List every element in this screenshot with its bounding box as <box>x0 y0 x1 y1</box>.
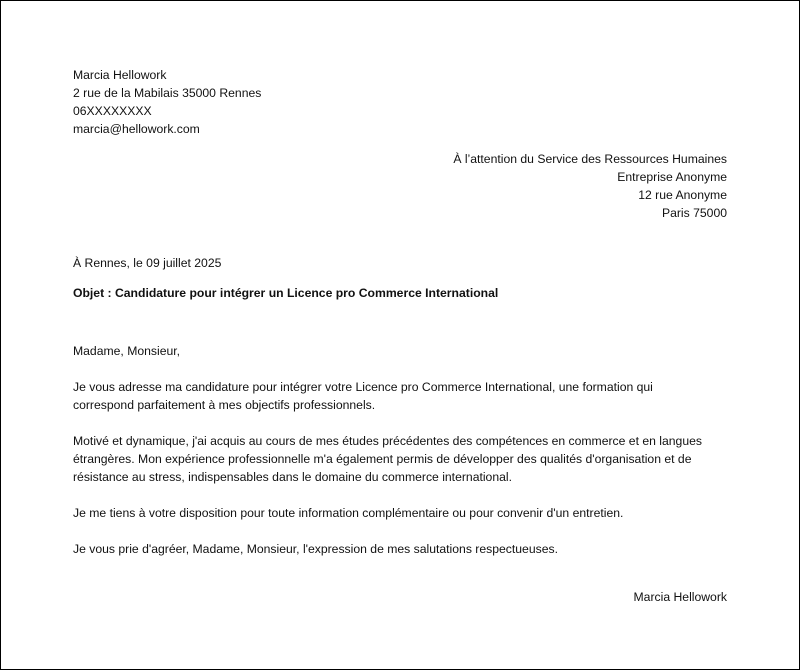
recipient-street: 12 rue Anonyme <box>638 188 727 202</box>
sender-email: marcia@hellowork.com <box>73 122 200 136</box>
recipient-block <box>453 150 727 222</box>
body-paragraph-4: Je vous prie d'agréer, Madame, Monsieur, l'expression de mes salutations respectueuses. <box>73 542 558 556</box>
recipient-company: Entreprise Anonyme <box>617 170 727 184</box>
body-paragraph-3: Je me tiens à votre disposition pour toute information complémentaire ou pour convenir d'un entretien. <box>73 506 624 520</box>
letter-body <box>73 342 713 576</box>
recipient-attention: À l’attention du Service des Ressources Humaines <box>453 152 727 166</box>
sender-block <box>73 66 261 138</box>
sender-phone: 06XXXXXXXX <box>73 104 152 118</box>
body-paragraph-2: Motivé et dynamique, j'ai acquis au cours de mes études précédentes des compétences en commerce et en langues étrangères. Mon expérience professionnelle m'a également permis de développer des qualités d'organisation et de résistance au stress, indispensables dans le domaine du commerce international. <box>73 434 702 484</box>
letter-subject: Objet : Candidature pour intégrer un Licence pro Commerce International <box>73 286 499 300</box>
salutation: Madame, Monsieur, <box>73 344 181 358</box>
sender-name: Marcia Hellowork <box>73 68 167 82</box>
sender-address: 2 rue de la Mabilais 35000 Rennes <box>73 86 262 100</box>
body-paragraph-1: Je vous adresse ma candidature pour intégrer votre Licence pro Commerce International, une formation qui correspond parfaitement à mes objectifs professionnels. <box>73 380 653 412</box>
letter-date: À Rennes, le 09 juillet 2025 <box>73 256 222 270</box>
signature: Marcia Hellowork <box>633 590 727 604</box>
recipient-city: Paris 75000 <box>661 206 727 220</box>
